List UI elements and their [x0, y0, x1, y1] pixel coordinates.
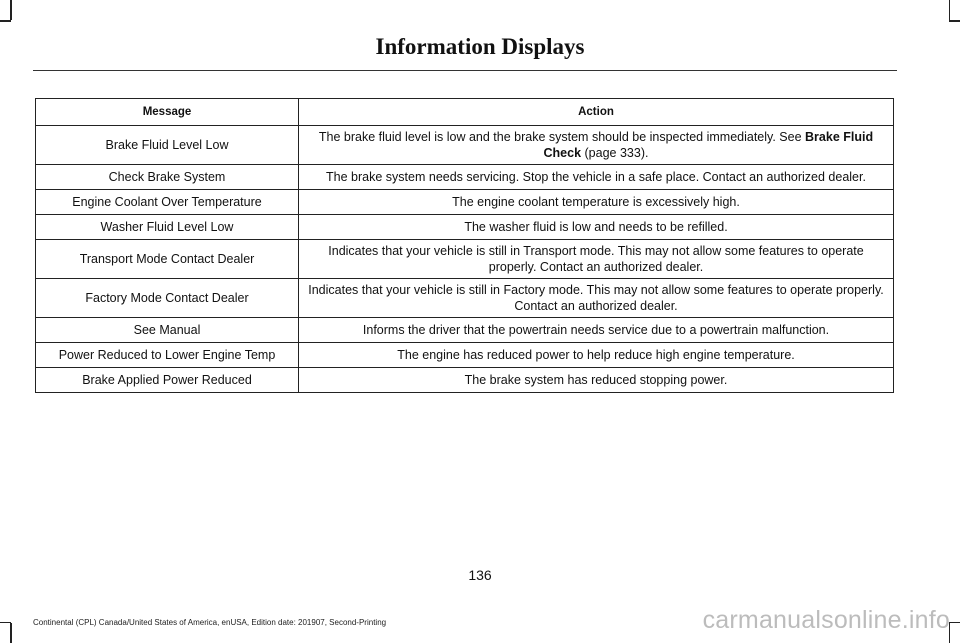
message-cell: Factory Mode Contact Dealer	[36, 279, 299, 318]
table-row	[36, 126, 894, 165]
action-cell: The brake system needs servicing. Stop the vehicle in a safe place. Contact an authorized dealer.	[299, 165, 894, 190]
crop-mark	[10, 0, 12, 20]
table-row	[36, 215, 894, 240]
crop-mark	[10, 623, 12, 643]
action-cell: The washer fluid is low and needs to be refilled.	[299, 215, 894, 240]
title-divider	[33, 70, 897, 71]
message-cell: See Manual	[36, 318, 299, 343]
message-cell: Brake Fluid Level Low	[36, 126, 299, 165]
edition-footer: Continental (CPL) Canada/United States of America, enUSA, Edition date: 201907, Second-Printing	[33, 618, 387, 627]
action-cell: The engine coolant temperature is excessively high.	[299, 190, 894, 215]
cross-reference-link: Brake Fluid Check	[543, 130, 874, 160]
table-row	[36, 368, 894, 393]
crop-mark	[0, 622, 11, 624]
table-row	[36, 318, 894, 343]
crop-mark	[949, 0, 951, 20]
page-number: 136	[468, 567, 492, 583]
action-text: The brake fluid level is low and the brake system should be inspected immediately. See	[318, 130, 806, 144]
message-table	[35, 98, 894, 393]
action-cell	[299, 126, 894, 165]
watermark: carmanualsonline.info	[702, 606, 950, 634]
action-cell: Indicates that your vehicle is still in Factory mode. This may not allow some features to operate properly. Contact an authorized dealer.	[299, 279, 894, 318]
action-cell: Informs the driver that the powertrain needs service due to a powertrain malfunction.	[299, 318, 894, 343]
message-cell: Brake Applied Power Reduced	[36, 368, 299, 393]
action-cell: The brake system has reduced stopping power.	[299, 368, 894, 393]
column-header-message: Message	[36, 99, 299, 126]
crop-mark	[0, 20, 11, 22]
crop-mark	[949, 20, 960, 22]
action-cell: The engine has reduced power to help reduce high engine temperature.	[299, 343, 894, 368]
page-reference: (page 333).	[581, 146, 649, 160]
crop-mark	[949, 622, 960, 624]
action-cell: Indicates that your vehicle is still in Transport mode. This may not allow some features to operate properly. Contact an authorized dealer.	[299, 240, 894, 279]
message-cell: Engine Coolant Over Temperature	[36, 190, 299, 215]
table-row	[36, 343, 894, 368]
table-header-row	[36, 99, 894, 126]
page-title: Information Displays	[375, 34, 585, 59]
table-row	[36, 240, 894, 279]
column-header-action: Action	[299, 99, 894, 126]
table-row	[36, 165, 894, 190]
table-row	[36, 279, 894, 318]
message-cell: Check Brake System	[36, 165, 299, 190]
message-cell: Washer Fluid Level Low	[36, 215, 299, 240]
message-cell: Transport Mode Contact Dealer	[36, 240, 299, 279]
message-cell: Power Reduced to Lower Engine Temp	[36, 343, 299, 368]
table-row	[36, 190, 894, 215]
